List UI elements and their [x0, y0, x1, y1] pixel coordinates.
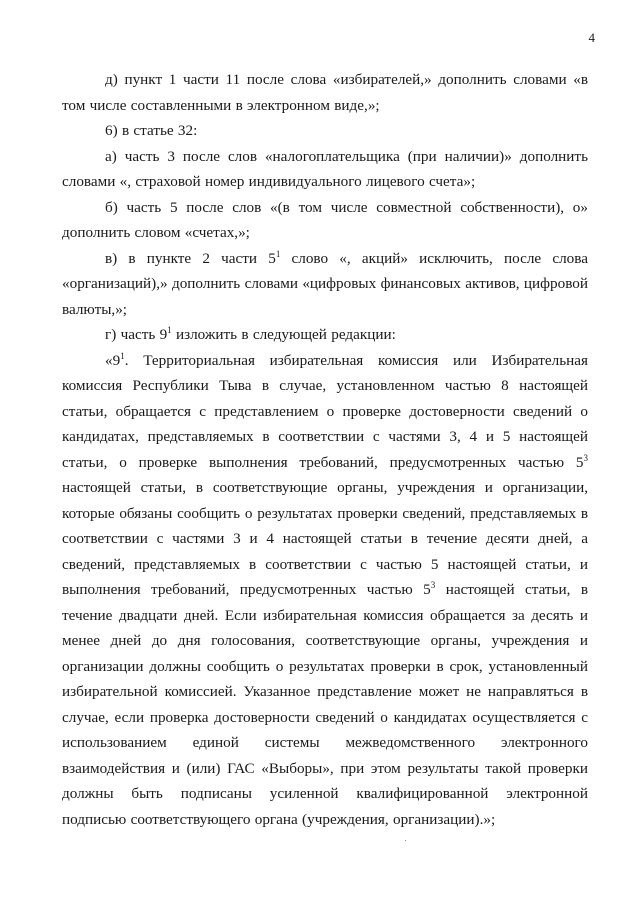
paragraph-item-v-pre: в) в пункте 2 части 5 — [105, 249, 276, 267]
paragraph-new-9-1-mid2: настоящей статьи, в соответствующие органы, учреждения и организации, которые обязаны сообщить о результатах проверки сведений, представляемых в соответствии с частями 3 и 4 настоящей статьи в течение десяти дней, а сведений, представляемых в соответствии с частью 5 настоящей статьи, и выполнения требований, предусмотренных частью 5 — [62, 479, 588, 598]
superscript: 3 — [583, 452, 588, 463]
paragraph-new-9-1 — [62, 348, 588, 833]
paragraph-item-v — [62, 246, 588, 323]
superscript: 1 — [120, 350, 125, 361]
paragraph-item-g — [62, 322, 588, 348]
paragraph-item-v-post: слово «, акций» исключить, после слова «организаций),» дополнить словами «цифровых финансовых активов, цифровой валюты,»; — [62, 249, 588, 318]
paragraph-new-9-1-pre: «9 — [105, 351, 121, 369]
paragraph-new-9-1-mid: . Территориальная избирательная комиссия или Избирательная комиссия Республики Тыва в случае, установленном частью 8 настоящей статьи, обращается с представлением о проверке достоверности сведений о кандидатах, представляемых в соответствии с частями 3, 4 и 5 настоящей статьи, о проверке выполнения требований, предусмотренных частью 5 — [62, 351, 588, 471]
paragraph-item-g-pre: г) часть 9 — [105, 326, 168, 343]
scan-speck — [405, 840, 406, 841]
page-number: 4 — [588, 30, 595, 45]
paragraph-article-32: 6) в статье 32: — [105, 122, 198, 139]
paragraph-item-g-post: изложить в следующей редакции: — [171, 326, 396, 343]
paragraph-item-b: б) часть 5 после слов «(в том числе совместной собственности), о» дополнить словом «счетах,»; — [62, 198, 588, 241]
paragraph-item-d: д) пункт 1 части 11 после слова «избирателей,» дополнить словами «в том числе составленными в электронном виде,»; — [62, 71, 588, 114]
superscript: 1 — [167, 325, 172, 335]
superscript: 3 — [430, 580, 436, 590]
document-body — [62, 67, 588, 832]
superscript: 1 — [275, 248, 281, 259]
paragraph-item-a: а) часть 3 после слов «налогоплательщика (при наличии)» дополнить словами «, страховой номер индивидуального лицевого счета»; — [62, 147, 588, 190]
paragraph-new-9-1-post: настоящей статьи, в течение двадцати дней. Если избирательная комиссия обращается за десять и менее дней до дня голосования, соответствующие органы, учреждения и организации должны сообщить о результатах проверки в срок, установленный избирательной комиссией. Указанное представление может не направляться в случае, если проверка достоверности сведений о кандидатах осуществляется с использованием единой системы межведомственного электронного взаимодействия и (или) ГАС «Выборы», при этом результаты такой проверки должны быть подписаны усиленной квалифицированной электронной подписью соответствующего органа (учреждения, организации).»; — [62, 581, 588, 828]
